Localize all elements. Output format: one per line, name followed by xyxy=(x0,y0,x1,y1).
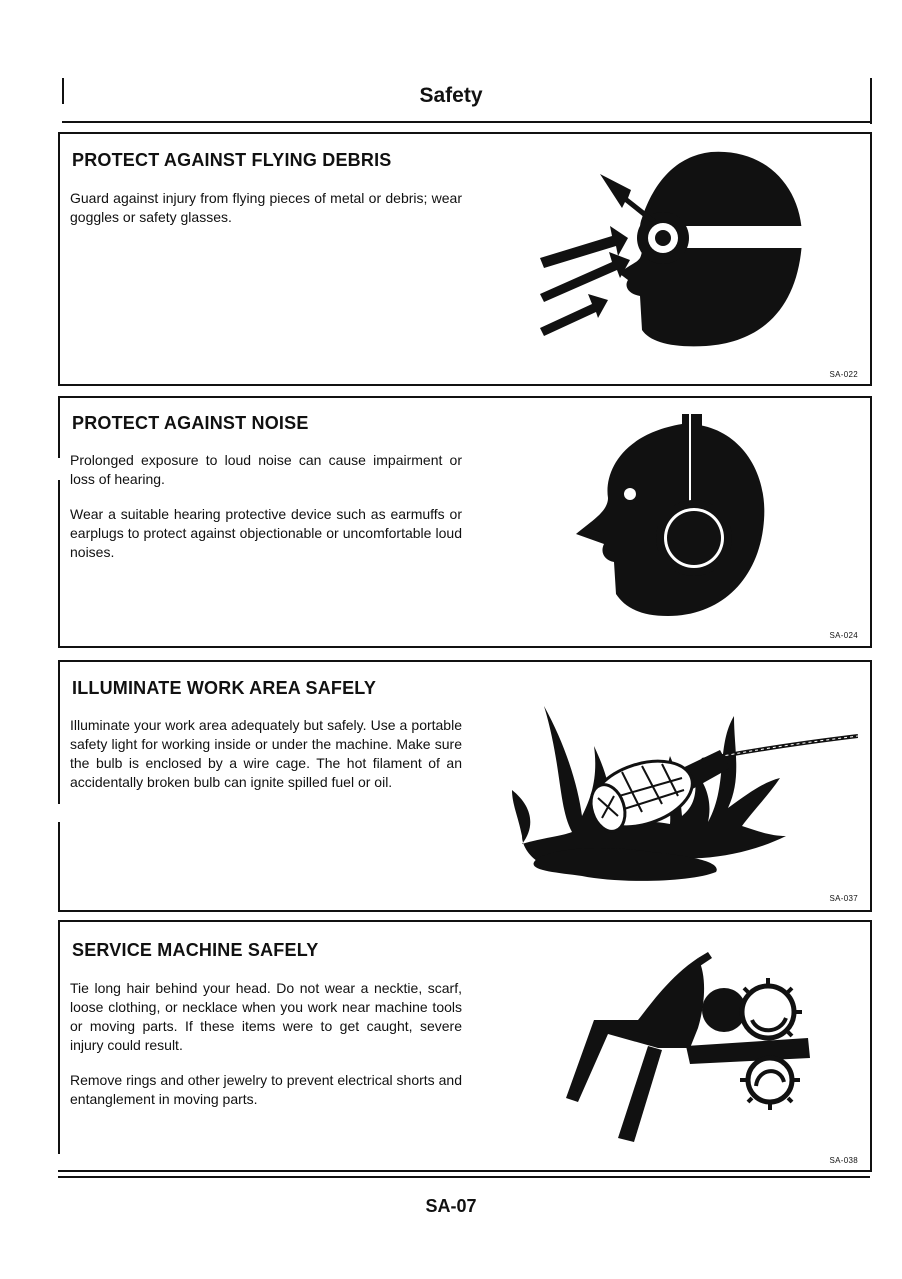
section-flying-debris xyxy=(58,132,872,386)
section-paragraph: Tie long hair behind your head. Do not wear a necktie, scarf, loose clothing, or necklace when you work near machine tools or moving parts. If these items were to get caught, severe injury could result. xyxy=(70,980,462,1053)
earmuffs-head-icon xyxy=(572,410,772,620)
section-paragraph: Remove rings and other jewelry to prevent electrical shorts and entanglement in moving parts. xyxy=(70,1072,462,1107)
section-top-border xyxy=(58,920,870,922)
page-number: SA-07 xyxy=(425,1196,477,1216)
section-title: ILLUMINATE WORK AREA SAFELY xyxy=(72,678,377,698)
section-body xyxy=(70,451,462,578)
section-paragraph: Illuminate your work area adequately but safely. Use a portable safety light for working inside or under the machine. Make sure the bulb is enclosed by a wire cage. The hot filament of an accidentally broken bulb can ignite spilled fuel or oil. xyxy=(70,717,462,790)
section-title: PROTECT AGAINST NOISE xyxy=(72,413,309,433)
section-body xyxy=(70,716,462,808)
section-title: PROTECT AGAINST FLYING DEBRIS xyxy=(72,150,392,170)
figure-code: SA-024 xyxy=(829,631,858,640)
figure-code: SA-037 xyxy=(829,894,858,903)
section-paragraph: Prolonged exposure to loud noise can cause impairment or loss of hearing. xyxy=(70,452,462,487)
page-title: Safety xyxy=(419,84,483,107)
section-top-border xyxy=(58,396,870,398)
section-top-border xyxy=(58,660,870,662)
section-title: SERVICE MACHINE SAFELY xyxy=(72,940,319,960)
header-divider xyxy=(62,121,872,123)
figure-code: SA-038 xyxy=(829,1156,858,1165)
figure-code: SA-022 xyxy=(829,370,858,379)
goggles-head-icon xyxy=(536,146,816,356)
section-paragraph: Guard against injury from flying pieces of metal or debris; wear goggles or safety glasses. xyxy=(70,190,462,225)
section-left-border xyxy=(58,660,60,804)
section-left-border xyxy=(58,480,60,646)
section-work-area xyxy=(58,660,872,912)
section-body xyxy=(70,979,462,1125)
footer-divider xyxy=(58,1176,870,1178)
section-noise xyxy=(58,396,872,648)
section-left-border xyxy=(58,822,60,910)
section-left-border xyxy=(58,920,60,1154)
work-light-fire-icon xyxy=(502,686,858,892)
section-top-border xyxy=(58,132,870,134)
section-left-border xyxy=(58,396,60,458)
section-paragraph: Wear a suitable hearing protective device such as earmuffs or earplugs to protect against objectionable or uncomfortable loud noises. xyxy=(70,506,462,560)
section-service-machine xyxy=(58,920,872,1172)
section-left-border xyxy=(58,132,60,384)
entanglement-gears-icon xyxy=(548,938,818,1148)
section-body xyxy=(70,189,462,243)
